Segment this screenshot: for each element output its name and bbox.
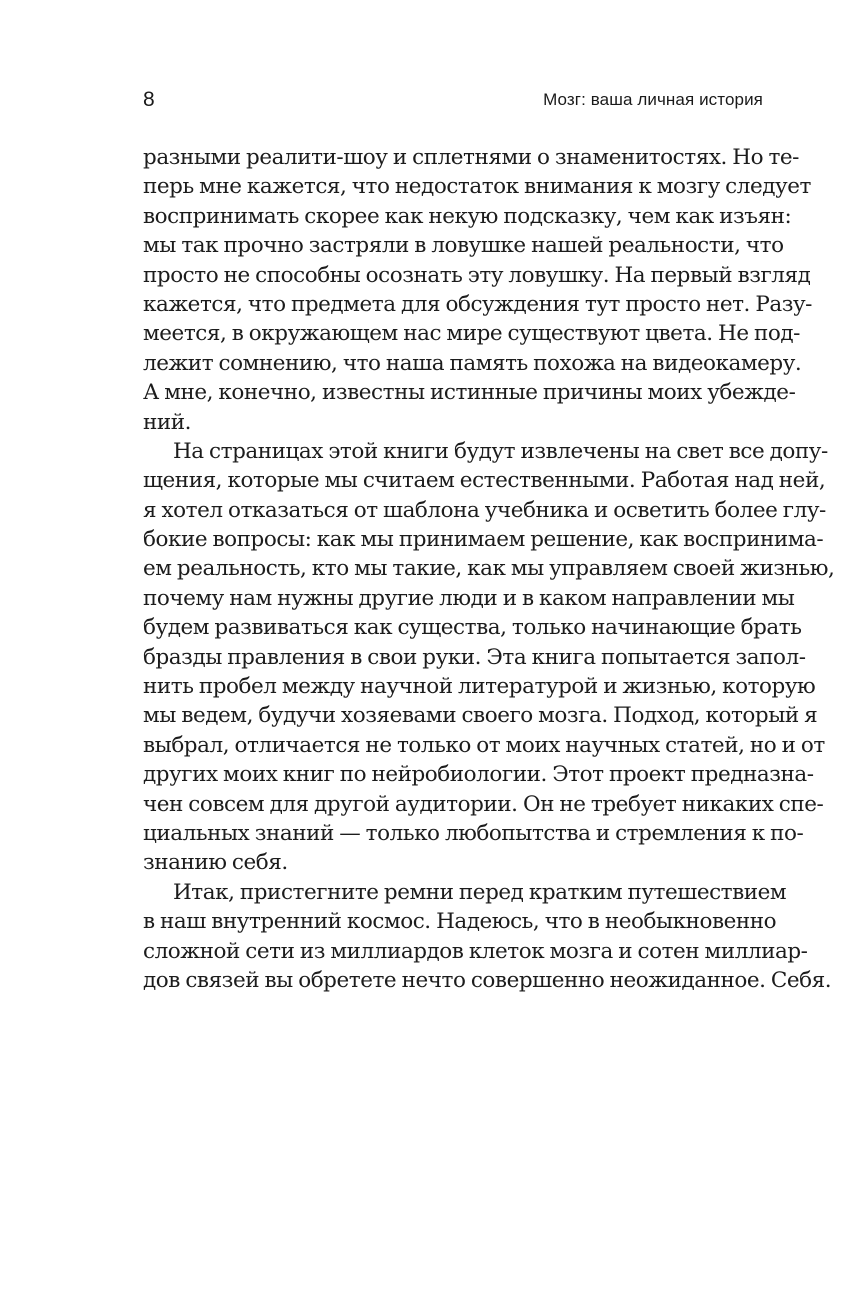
text-line: лежит сомнению, что наша память похожа на видеокамеру. [143,350,802,376]
book-title: Мозг: ваша личная история [543,90,763,109]
text-line: дов связей вы обретете нечто совершенно неожиданное. Себя. [143,967,832,993]
text-line: в наш внутренний космос. Надеюсь, что в необыкновенно [143,909,777,935]
text-line: нить пробел между научной литературой и жизнью, которую [143,674,816,700]
running-head [143,86,763,114]
text-line: щения, которые мы считаем естественными. Работая над ней, [143,468,826,494]
text-line: ем реальность, кто мы такие, как мы управляем своей жизнью, [143,556,835,582]
paragraph-3 [143,878,832,996]
text-line: мы так прочно застряли в ловушке нашей реальности, что [143,233,784,259]
text-line: Итак, пристегните ремни перед кратким путешествием [173,879,787,905]
text-line: знанию себя. [143,850,288,876]
paragraph-2 [143,437,835,878]
text-line: А мне, конечно, известны истинные причины моих убежде- [143,380,796,406]
text-line: просто не способны осознать эту ловушку. На первый взгляд [143,262,811,288]
text-line: кажется, что предмета для обсуждения тут просто нет. Разу- [143,291,812,317]
text-line: бразды правления в свои руки. Эта книга попытается запол- [143,644,806,670]
text-line: почему нам нужны другие люди и в каком направлении мы [143,585,795,611]
text-line: других моих книг по нейробиологии. Этот проект предназна- [143,762,814,788]
text-line: На страницах этой книги будут извлечены на свет все допу- [173,438,828,464]
text-line: бокие вопросы: как мы принимаем решение, как воспринима- [143,527,824,553]
text-line: мы ведем, будучи хозяевами своего мозга. Подход, который я [143,703,818,729]
paragraph-1 [143,143,812,437]
text-line: я хотел отказаться от шаблона учебника и осветить более глу- [143,497,826,523]
page-number: 8 [143,88,155,111]
text-line: перь мне кажется, что недостаток внимания к мозгу следует [143,174,811,200]
text-line: циальных знаний — только любопытства и стремления к по- [143,820,804,846]
text-line: выбрал, отличается не только от моих научных статей, но и от [143,732,825,758]
text-line: ний. [143,409,192,435]
text-line: сложной сети из миллиардов клеток мозга и сотен миллиар- [143,938,808,964]
body-text [143,143,835,995]
text-line: чен совсем для другой аудитории. Он не требует никаких спе- [143,791,824,817]
text-line: будем развиваться как существа, только начинающие брать [143,615,802,641]
text-line: воспринимать скорее как некую подсказку, чем как изъян: [143,203,792,229]
text-line: меется, в окружающем нас мире существуют цвета. Не под- [143,321,800,347]
text-line: разными реалити-шоу и сплетнями о знаменитостях. Но те- [143,145,799,170]
